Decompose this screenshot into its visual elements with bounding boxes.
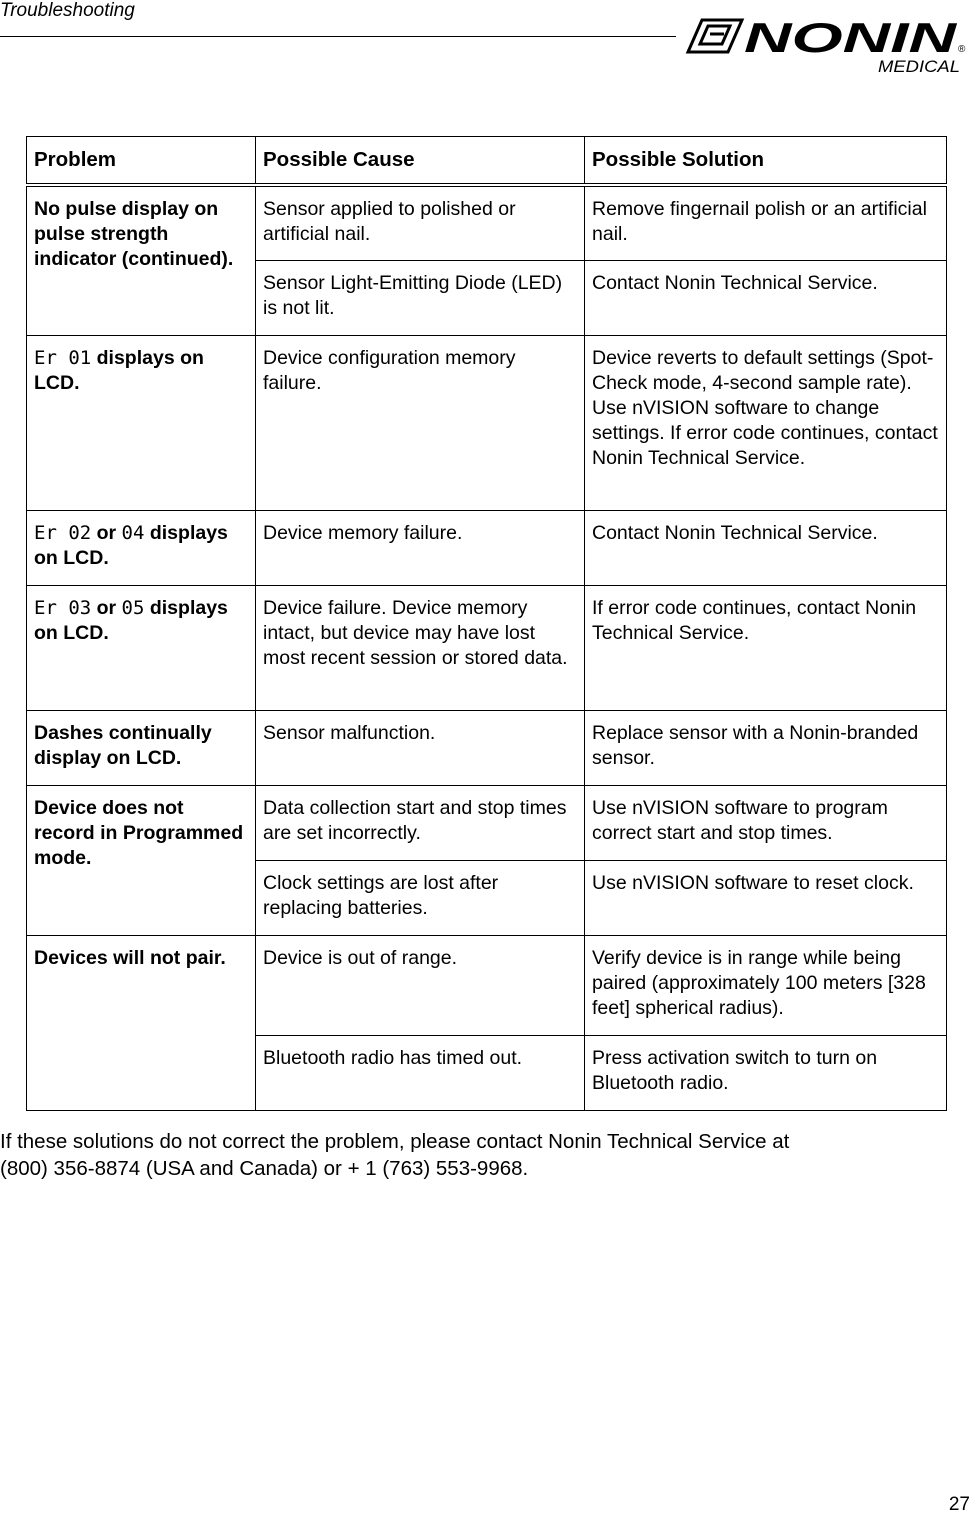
table-row <box>27 710 947 785</box>
cause-cell: Device memory failure. <box>256 510 585 585</box>
solution-cell: Contact Nonin Technical Service. <box>585 260 947 335</box>
cause-cell: Sensor malfunction. <box>256 710 585 785</box>
troubleshooting-table <box>26 136 947 1111</box>
table-row <box>27 935 947 1035</box>
solution-cell: Use nVISION software to program correct start and stop times. <box>585 785 947 860</box>
problem-cell: Device does not record in Programmed mode. <box>27 785 256 935</box>
nonin-medical-logo <box>680 6 970 76</box>
problem-text: displays on LCD. <box>34 346 204 394</box>
problem-joiner: or <box>91 521 122 544</box>
logo-graphic <box>680 6 970 76</box>
solution-cell: Use nVISION software to reset clock. <box>585 860 947 935</box>
logo-medical-text: MEDICAL <box>878 57 960 76</box>
solution-cell: Verify device is in range while being paired (approximately 100 meters [328 feet] spherical radius). <box>585 935 947 1035</box>
column-header-problem: Problem <box>27 137 256 186</box>
lcd-error-code: Er 03 <box>34 596 92 619</box>
problem-text: displays on LCD. <box>34 596 228 644</box>
problem-cell <box>27 335 256 510</box>
cause-cell: Bluetooth radio has timed out. <box>256 1035 585 1110</box>
column-header-cause: Possible Cause <box>256 137 585 186</box>
solution-cell: Device reverts to default settings (Spot-Check mode, 4-second sample rate). Use nVISION software to change settings. If error code continues, contact Nonin Technical Service. <box>585 335 947 510</box>
lcd-error-code: Er 01 <box>34 346 92 369</box>
section-title: Troubleshooting <box>0 0 135 21</box>
cause-cell: Data collection start and stop times are set incorrectly. <box>256 785 585 860</box>
solution-cell: Contact Nonin Technical Service. <box>585 510 947 585</box>
cause-cell: Device failure. Device memory intact, but device may have lost most recent session or stored data. <box>256 585 585 710</box>
problem-cell <box>27 585 256 710</box>
column-header-solution: Possible Solution <box>585 137 947 186</box>
header-divider <box>0 36 676 37</box>
logo-registered-mark: ® <box>958 44 966 55</box>
table-row <box>27 185 947 260</box>
cause-cell: Device configuration memory failure. <box>256 335 585 510</box>
solution-cell: If error code continues, contact Nonin Technical Service. <box>585 585 947 710</box>
table-row <box>27 335 947 510</box>
contact-line: If these solutions do not correct the problem, please contact Nonin Technical Service at <box>0 1130 790 1153</box>
table-row <box>27 510 947 585</box>
problem-cell <box>27 510 256 585</box>
solution-cell: Remove fingernail polish or an artificial nail. <box>585 185 947 260</box>
page-number: 27 <box>948 1494 970 1515</box>
cause-cell: Sensor Light-Emitting Diode (LED) is not lit. <box>256 260 585 335</box>
lcd-error-code: 04 <box>121 521 145 544</box>
problem-cell: Devices will not pair. <box>27 935 256 1110</box>
table-row <box>27 585 947 710</box>
problem-joiner: or <box>91 596 122 619</box>
logo-mark-icon <box>688 20 742 52</box>
lcd-error-code: Er 02 <box>34 521 92 544</box>
cause-cell: Clock settings are lost after replacing batteries. <box>256 860 585 935</box>
lcd-error-code: 05 <box>121 596 145 619</box>
solution-cell: Replace sensor with a Nonin-branded sensor. <box>585 710 947 785</box>
logo-brand-text: NONIN <box>744 14 959 61</box>
solution-cell: Press activation switch to turn on Bluetooth radio. <box>585 1035 947 1110</box>
table-header-row <box>27 137 947 186</box>
cause-cell: Device is out of range. <box>256 935 585 1035</box>
problem-cell: Dashes continually display on LCD. <box>27 710 256 785</box>
problem-text: displays on LCD. <box>34 521 228 569</box>
contact-line: (800) 356-8874 (USA and Canada) or + 1 (763) 553-9968. <box>0 1157 529 1180</box>
table-row <box>27 785 947 860</box>
cause-cell: Sensor applied to polished or artificial nail. <box>256 185 585 260</box>
problem-cell: No pulse display on pulse strength indicator (continued). <box>27 185 256 335</box>
contact-paragraph <box>0 1128 960 1182</box>
